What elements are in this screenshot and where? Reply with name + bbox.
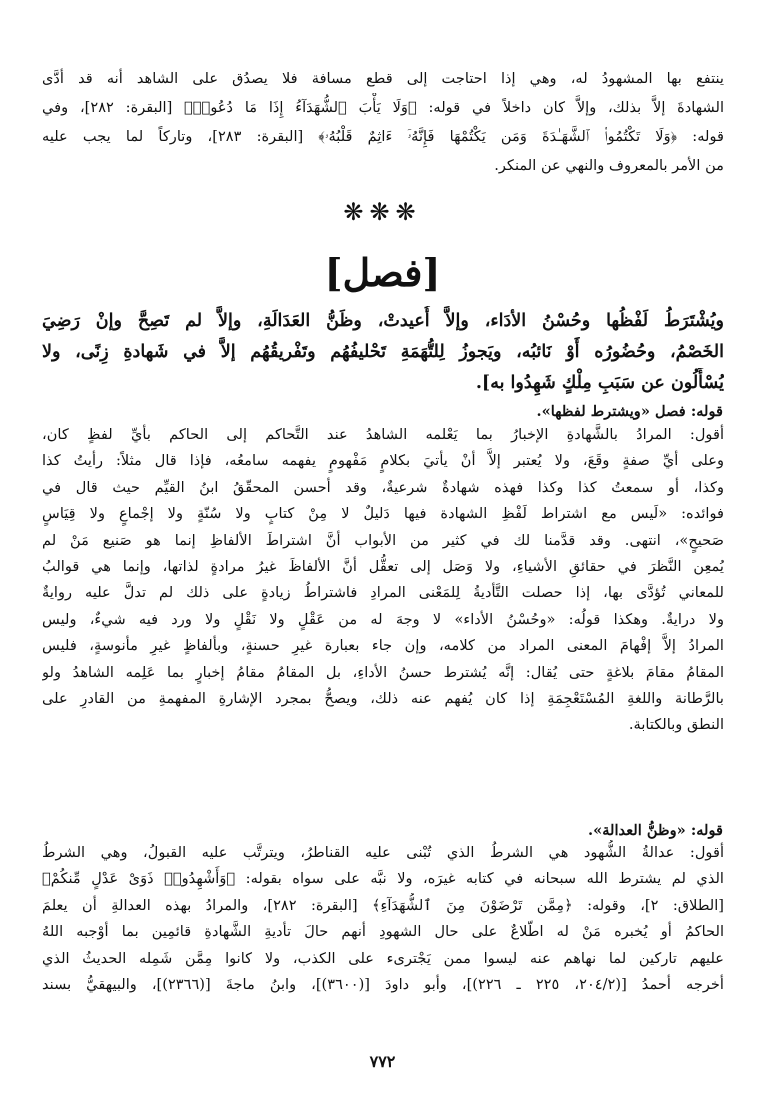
intro-line: الشهادةَ إلاَّ بذلك، وإلاَّ كان داخلاً في قوله: ﴿وَلَا يَأْبَ ٱلشُّهَدَآءُ إِذَا مَا دُعُوا۟﴾ [البقرة: ٢٨٢]، وفي xyxy=(42,99,724,116)
commentary-line: النطق وبالكتابة. xyxy=(628,716,724,734)
matn-line: الخَصْمُ، وحُضُورُه أَوْ نَائبُه، ويَجوزُ لِلتُّهَمَةِ تَحْليفُهُم وتَفْريقُهُم إلاَّ في شَهادةِ زِنًى، ولا xyxy=(42,342,724,362)
commentary-paragraph-1 xyxy=(42,422,724,739)
commentary-line: وعلى أيِّ صفةٍ وقَعَ، ولا يُعتبر إلاَّ أنْ يأتيَ بكلامٍ مَفْهومٍ يفهمه سامعُه، فإذا قال مثلاً: رأيتُ كذا xyxy=(42,452,724,470)
matn-text xyxy=(42,306,724,399)
commentary-line: بالرَّطانة واللغةِ المُسْتَعْجِمَةِ إذا كان يُفهم عنه ذلك، ويصحُّ بمجرد الإشارةِ المفهمةِ من القادرِ على xyxy=(42,690,724,708)
commentary-line: وكذا، أو سمعتُ كذا وكذا فهذه شهادةٌ شرعيةٌ، وقد أحسن المحقّقُ ابنُ القيِّم حيث قال في xyxy=(42,478,724,496)
matn-line: ويُشْتَرَطُ لَفْظُها وحُسْنُ الأدَاء، وإلاَّ أُعيدتْ، وظَنُّ العَدَالَةِ، وإلاَّ لم تَصِحَّ وإنْ رَضِيَ xyxy=(42,311,724,331)
section-title: [فصل] xyxy=(324,250,441,295)
commentary-heading-1: قوله: فصل «ويشترط لفظها». xyxy=(536,403,723,420)
commentary-line: فوائده: «لَيس مع اشتراط لَفْظِ الشهادة فيها دَليلٌ لا مِنْ كتابٍ ولا سُنّةٍ ولا إجْماعٍ ولا قِيَاسٍ xyxy=(42,505,724,523)
commentary-line: صَحيحٍ»، انتهى. وقد قدَّمنا لك في كثير من الأبواب أنَّ اشتراطَ الألفاظِ إنما هو صَنيع مَنْ لم xyxy=(42,531,724,549)
commentary-line: للمعاني تُؤدَّى بها، إذا حصلت التَّأديةُ لِلمَعْنى المرادِ فاشتراطُ زيادةٍ على ذلك لم تدلَّ عليه روايةٌ xyxy=(42,584,724,602)
page-number: ٧٧٢ xyxy=(369,1052,396,1071)
intro-line: من الأمر بالمعروف والنهي عن المنكر. xyxy=(494,157,724,174)
commentary-line: الحاكمُ أو يُخبره مَنْ له اطّلاعٌ على حال الشهودِ أنهم حالَ تأديةِ الشَّهادةِ قائمِين بما أوْجبه اللهُ xyxy=(42,923,724,941)
intro-line: ينتفع بها المشهودُ له، وهي إذا احتاجت إلى قطع مسافة فلا يصدُق على الشاهد أنه قد أدَّى xyxy=(42,70,724,87)
intro-line: قوله: ﴿وَلَا تَكْتُمُوا۟ ٱلشَّهَـٰدَةَ وَمَن يَكْتُمْهَا فَإِنَّهُۥٓ ءَاثِمٌ قَلْبُهُۥ﴾ [البقرة: ٢٨٣]، وتاركاً لما يجب عليه xyxy=(42,128,724,145)
commentary-line: الذي لم يشترط الله سبحانه في كتابه غيرَه، ولا نبَّه على سواه بقوله: ﴿وَأَشْهِدُوا۟ ذَوَىْ عَدْلٍ مِّنكُمْ﴾ xyxy=(42,870,724,888)
intro-paragraph xyxy=(42,64,724,180)
commentary-line: أقول: عدالةُ الشُّهود هي الشرطُ الذي تُبْنى عليه القناطرُ، ويترتَّب عليه القبولُ، وهي الشرطُ xyxy=(42,844,724,861)
commentary-line: المرادُ إلاَّ إفْهامَ المعنى المراد من كلامه، وإن جاء بعبارة غيرِ حسنةٍ، وبألفاظٍ غيرِ مأنوسةٍ، فليس xyxy=(42,637,724,655)
commentary-line: ولا درايةٌ. وهكذا قولُه: «وحُسْنُ الأداء» لا وجهَ له من عَقْلٍ ولا نَقْلٍ ولا ورد فيه شيءٌ، وليس xyxy=(42,610,724,628)
commentary-line: المقامُ مقامَ بلاغةٍ حتى يُقال: إنَّه يُشترط حسنُ الأداءِ، بل المقامُ مقامُ إخبارٍ بما عَلِمه الشاهدُ ولو xyxy=(42,663,724,681)
commentary-line: [الطلاق: ٢]، وقوله: ﴿مِمَّن تَرْضَوْنَ مِنَ ٱلشُّهَدَآءِ﴾ [البقرة: ٢٨٢]، والمرادُ بهذه العدالةِ أن يعلمَ xyxy=(42,896,724,914)
section-separator: ❋❋❋ xyxy=(343,198,422,226)
commentary-line: عليهم تاركين لما نهاهم عنه ليسوا ممن يَجْترىء على الكذب، ولا كانوا مِمَّن شَمِله الحديثُ الذي xyxy=(42,949,724,967)
commentary-paragraph-2 xyxy=(42,840,724,998)
commentary-heading-2: قوله: «وظنُّ العدالة». xyxy=(588,822,723,839)
matn-line: يُسْأَلُون عن سَبَبِ مِلْكٍ شَهِدُوا به]. xyxy=(475,373,724,393)
commentary-line: أخرجه أحمدُ [(٢٠٤/٢، ٢٢٥ ـ ٢٢٦)]، وأبو داودَ [(٣٦٠٠)]، وابنُ ماجةَ [(٢٣٦٦)]، والبيهقيُّ بسند xyxy=(42,976,724,994)
commentary-line: أقول: المرادُ بالشَّهادةِ الإخبارُ بما يَعْلمه الشاهدُ عند التَّحاكم إلى الحاكم بأيِّ لفظٍ كان، xyxy=(42,426,724,443)
commentary-line: يُمعِن النَّظرَ في حقائقِ الأشياءِ، ولا وَصَل إلى تعقُّل أنَّ الألفاظَ غيرُ مرادةٍ لذاتها، وإنما هي قوالبُ xyxy=(42,558,724,576)
